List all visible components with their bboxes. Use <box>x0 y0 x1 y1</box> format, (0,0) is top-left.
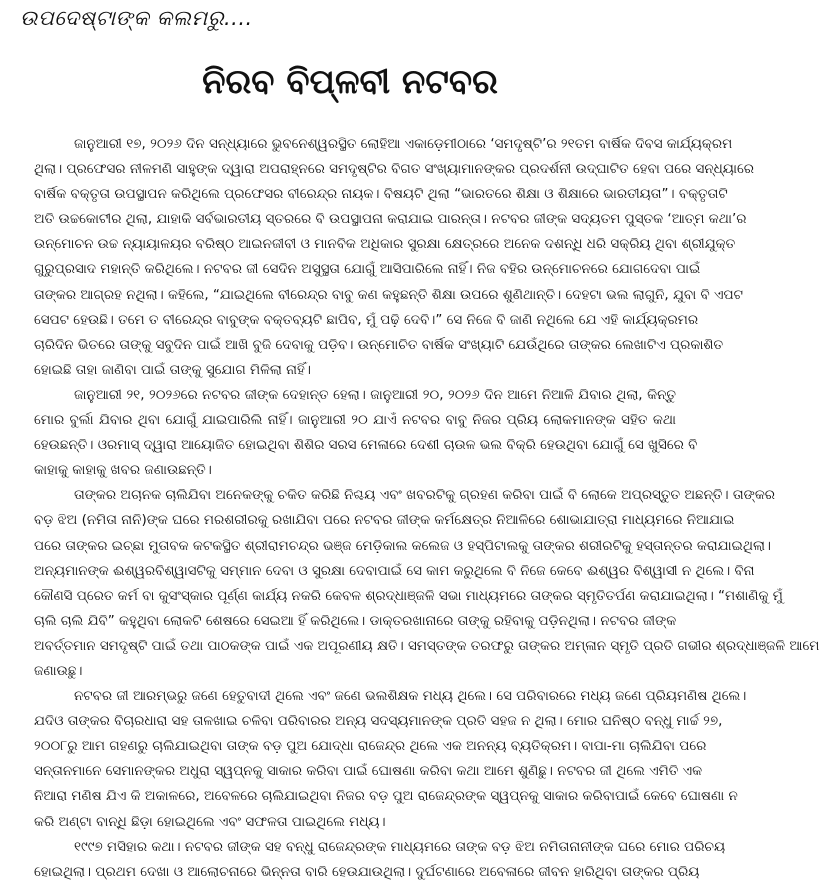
text-line: ଜାନୁଆରୀ ୧୭, ୨୦୨୬ ଦିନ ସନ୍ଧ୍ୟାରେ ଭୁବନେଶ୍ୱରସ୍ଥିତ ଲୋହିଆ ଏକାଡ଼େମୀଠାରେ ‘ସମଦୃଷ୍ଟି’ର ୨୧ତମ ବାର୍ଷିକ ଦିବସ କାର୍ଯ୍ୟକ୍ରମ <box>74 136 733 152</box>
text-line: ବାର୍ଷିକ ବକ୍ତୃତା ଉପସ୍ଥାପନ କରିଥିଲେ ପ୍ରଫେସର ବୀରେନ୍ଦ୍ର ନାୟକ। ବିଷୟଟି ଥିଲା “ଭାରତରେ ଶିକ୍ଷା ଓ ଶିକ୍ଷାରେ ଭାରତୀୟତା”। ବକ୍ତୃତାଟି <box>34 186 728 203</box>
text-line: ନଟବର ଜୀ ଆରମ୍ଭରୁ ଜଣେ ହେତୁବାଦୀ ଥିଲେ ଏବଂ ଜଣେ ଭଲଶିକ୍ଷକ ମଧ୍ୟ ଥିଲେ। ସେ ପରିବାରରେ ମଧ୍ୟ ଜଣେ ପ୍ରିୟମଣିଷ ଥିଲେ। <box>74 688 747 705</box>
text-line: ହୋଇଛି ତାହା ଜାଣିବା ପାଇଁ ତାଙ୍କୁ ସୁଯୋଗ ମିଳିଲା ନାହିଁ। <box>34 361 311 378</box>
text-line: ସନ୍ତାନମାନେ ସେମାନଙ୍କର ଅଧୁରା ସ୍ୱପ୍ନକୁ ସାକାର କରିବା ପାଇଁ ଘୋଷଣା କରିବା କଥା ଆମେ ଶୁଣିଛୁ। ନଟବର ଜୀ ଥିଲେ ଏମିତି ଏକ <box>34 763 703 780</box>
text-line: ଅନ୍ୟମାନଙ୍କ ଈଶ୍ୱରବିଶ୍ୱାସଟିକୁ ସମ୍ମାନ ଦେବା ଓ ସୁରକ୍ଷା ଦେବାପାଇଁ ସେ କାମ କରୁଥିଲେ ବି ନିଜେ କେବେ ଈଶ୍ୱର ବିଶ୍ୱାସୀ ନ ଥିଲେ। ବିନା <box>34 562 755 579</box>
text-line: ଥିଲା। ପ୍ରଫେସର ନୀଳମଣି ସାହୁଙ୍କ ଦ୍ୱାରା ଅପରାହ୍ନରେ ସମଦୃଷ୍ଟିର ବିଗତ ସଂଖ୍ୟାମାନଙ୍କର ପ୍ରଦର୍ଶନୀ ଉଦ୍‌ଘାଟିତ ହେବା ପରେ ସନ୍ଧ୍ୟାରେ <box>34 161 754 178</box>
text-line: ବଡ଼ ଝିଅ (ନମିତା ନାନି)ଙ୍କ ଘରେ ମରଶରୀରକୁ ରଖାଯିବା ପରେ ନଟବର ଜୀଙ୍କ କର୍ମକ୍ଷେତ୍ର ନିଆଳିରେ ଶୋଭାଯାତ୍ରା ମାଧ୍ୟମରେ ନିଆଯାଇ <box>34 512 735 529</box>
text-line: ଯଦିଓ ତାଙ୍କର ବିଚାରଧାରା ସହ ତାଳଖାଇ ଚଳିବା ପରିବାରର ଅନ୍ୟ ସଦସ୍ୟମାନଙ୍କ ପ୍ରତି ସହଜ ନ ଥିଲା। ମୋର ଘନିଷ୍ଠ ବନ୍ଧୁ ମାର୍ଚ୍ଚ ୨୭, <box>34 713 723 730</box>
text-line: ଚାରିଦିନ ଭିତରେ ତାଙ୍କୁ ସବୁଦିନ ପାଇଁ ଆଖି ବୁଜି ଦେବାକୁ ପଡ଼ିବ। ଉନ୍ମୋଚିତ ବାର୍ଷିକ ସଂଖ୍ୟାଟି ଯେଉଁଥିରେ ତାଙ୍କର ଲେଖାଟିଏ ପ୍ରକାଶିତ <box>34 336 724 353</box>
text-line: ଜାନୁଆରୀ ୨୧, ୨୦୨୬ରେ ନଟବର ଜୀଙ୍କ ଦେହାନ୍ତ ହେଲା। ଜାନୁଆରୀ ୨୦, ୨୦୨୬ ଦିନ ଆମେ ନିଆଳି ଯିବାର ଥିଲା, କିନ୍ତୁ <box>74 386 676 403</box>
column-kicker: ଉପଦେଷ୍ଟାଙ୍କ କଲମରୁ.... <box>20 6 253 30</box>
text-line: ୧୯୯୭ ମସିହାର କଥା। ନଟବର ଜୀଙ୍କ ସହ ବନ୍ଧୁ ରାଜେନ୍ଦ୍ରଙ୍କ ମାଧ୍ୟମରେ ତାଙ୍କ ବଡ଼ ଝିଅ ନମିତାନାନୀଙ୍କ ଘରେ ମୋର ପରିଚୟ <box>74 838 726 855</box>
text-line: ପରେ ତାଙ୍କର ଇଚ୍ଛା ମୁତାବକ କଟକସ୍ଥିତ ଶ୍ରୀରାମଚନ୍ଦ୍ର ଭଞ୍ଜ ମେଡ଼ିକାଲ କଲେଜ ଓ ହସ୍ପିଟାଲକୁ ତାଙ୍କର ଶରୀରଟିକୁ ହସ୍ତାନ୍ତର କରାଯାଇଥିଲା। <box>34 537 772 554</box>
article-title: ନିରବ ବିପ୍ଳବୀ ନଟବର <box>202 62 498 102</box>
text-line: ଚାଲି ଚାଲି ଯିବି” କହୁଥିବା ଲୋକଟି ଶେଷରେ ସେଇଆ ହିଁ କରିଥିଲେ। ଡାକ୍ତରଖାନାରେ ତାଙ୍କୁ ରହିବାକୁ ପଡ଼ିନଥିଲା। ନଟବର ଜୀଙ୍କ <box>34 612 677 629</box>
text-line: ଗୁରୁପ୍ରସାଦ ମହାନ୍ତି କରିଥିଲେ। ନଟବର ଜୀ ସେଦିନ ଅସୁସ୍ଥତା ଯୋଗୁଁ ଆସିପାରିଲେ ନାହିଁ। ନିଜ ବହିର ଉନ୍ମୋଚନରେ ଯୋଗଦେବା ପାଇଁ <box>34 261 701 278</box>
paragraph <box>34 383 698 483</box>
text-line: ମୋର ବୁର୍ଲା ଯିବାର ଥିବା ଯୋଗୁଁ ଯାଇପାରିଲି ନାହିଁ। ଜାନୁଆରୀ ୨୦ ଯାଏଁ ନଟବର ବାବୁ ନିଜର ପ୍ରିୟ ଲୋକମାନଙ୍କ ସହିତ କଥା <box>34 412 676 429</box>
text-line: ଅବର୍ତ୍ତମାନ ସମଦୃଷ୍ଟି ପାଇଁ ତଥା ପାଠକଙ୍କ ପାଇଁ ଏକ ଅପୂରଣୀୟ କ୍ଷତି। ସମସ୍ତଙ୍କ ତରଫରୁ ତାଙ୍କର ଅମ୍ଳାନ ସ୍ମୃତି ପ୍ରତି ଗଭୀର ଶ୍ରଦ୍ଧାଞ୍ଜଳି ଆମେ <box>34 637 819 654</box>
text-line: ଉନ୍ମୋଚନ ଉଚ୍ଚ ନ୍ୟାୟାଳୟର ବରିଷ୍ଠ ଆଇନଜୀବୀ ଓ ମାନବିକ ଅଧିକାର ସୁରକ୍ଷା କ୍ଷେତ୍ରରେ ଅନେକ ଦଶନ୍ଧି ଧରି ସକ୍ରିୟ ଥିବା ଶ୍ରୀଯୁକ୍ତ <box>34 236 736 253</box>
article-body <box>34 132 819 885</box>
text-line: ତାଙ୍କର ଅଚାନକ ଚାଲିଯିବା ଅନେକଙ୍କୁ ଚକିତ କରିଛି ନିଶ୍ଚୟ ଏବଂ ଖବରଟିକୁ ଗ୍ରହଣ କରିବା ପାଇଁ ବି ଲୋକେ ଅପ୍ରସ୍ତୁତ ଅଛନ୍ତି। ତାଙ୍କର <box>74 487 776 504</box>
text-line: ତାଙ୍କର ଆଗ୍ରହ ନଥିଲା। କହିଲେ, “ଯାଇଥିଲେ ବୀରେନ୍ଦ୍ର ବାବୁ କଣ କହୁଛନ୍ତି ଶିକ୍ଷା ଉପରେ ଶୁଣିଥାନ୍ତି। ଦେହଟା ଭଲ ଲାଗୁନି, ଯୁବା ବି ଏପଟ <box>34 286 743 303</box>
text-line: ନିଆରା ମଣିଷ ଯିଏ କି ଅକାଳରେ, ଅବେଳରେ ଚାଲିଯାଇଥିବା ନିଜର ବଡ଼ ପୁଅ ରାଜେନ୍ଦ୍ରଙ୍କ ସ୍ୱପ୍ନକୁ ସାକାର କରିବାପାଇଁ କେବେ ଘୋଷଣା ନ <box>34 788 738 805</box>
text-line: ୨୦୦୮ରୁ ଆମ ଗହଣରୁ ଚାଲିଯାଇଥିବା ତାଙ୍କ ବଡ଼ ପୁଅ ଯୋଦ୍ଧା ରାଜେନ୍ଦ୍ର ଥିଲେ ଏକ ଅନନ୍ୟ ବ୍ୟତିକ୍ରମ। ବାପା-ମା ଚାଲିଯିବା ପରେ <box>34 738 707 755</box>
paragraph <box>34 132 754 383</box>
text-line: ସେପଟ ହେଉଛି। ତମେ ତ ବୀରେନ୍ଦ୍ର ବାବୁଙ୍କ ବକ୍ତବ୍ୟଟି ଛାପିବ, ମୁଁ ପଢ଼ି ଦେବି।” ସେ ନିଜେ ବି ଜାଣି ନଥିଲେ ଯେ ଏହି କାର୍ଯ୍ୟକ୍ରମର <box>34 311 699 328</box>
text-line: ଜଣାଉଛୁ। <box>34 662 83 679</box>
paragraph <box>34 483 819 684</box>
paragraph <box>34 835 726 885</box>
paragraph <box>34 684 747 835</box>
text-line: କାହାକୁ କାହାକୁ ଖବର ଜଣାଉଛନ୍ତି। <box>34 462 212 479</box>
text-line: ହେଉଛନ୍ତି। ଓରମାସ୍ ଦ୍ୱାରା ଆୟୋଜିତ ହୋଇଥିବା ଶିଶିର ସରସ ମେଳାରେ ଦେଶୀ ଚାଉଳ ଭଲ ବିକ୍ରି ହେଉଥିବା ଯୋଗୁଁ ସେ ଖୁସିରେ ବି <box>34 437 698 454</box>
text-line: ହୋଇଥିଲା। ପ୍ରଥମ ଦେଖା ଓ ଆଲୋଚନାରେ ଭିନ୍ନତା ବାରି ହେଉଯାଉଥିଲା। ଦୁର୍ଘଟଣାରେ ଅବେଳାରେ ଜୀବନ ହାରିଥିବା ତାଙ୍କର ପ୍ରିୟ <box>34 863 700 880</box>
text-line: ଅତି ଉଚ୍ଚକୋଟୀର ଥିଲା, ଯାହାକି ସର୍ବଭାରତୀୟ ସ୍ତରରେ ବି ଉପସ୍ଥାପନା କରାଯାଇ ପାରନ୍ତା। ନଟବର ଜୀଙ୍କ ସଦ୍ୟତମ ପୁସ୍ତକ ‘ଆତ୍ମ କଥା’ର <box>34 211 747 228</box>
text-line: କରି ଅଣ୍ଟା ବାନ୍ଧି ଛିଡ଼ା ହୋଇଥିଲେ ଏବଂ ସଫଳତା ପାଇଥିଲେ ମଧ୍ୟ। <box>34 813 386 830</box>
text-line: କୌଣସି ପ୍ରେତ କର୍ମ ବା କୁସଂସ୍କାର ପୂର୍ଣ୍ଣ କାର୍ଯ୍ୟ ନକରି କେବଳ ଶ୍ରଦ୍ଧାଞ୍ଜଳି ସଭା ମାଧ୍ୟମରେ ତାଙ୍କର ସ୍ମୃତିତର୍ପଣ କରାଯାଇଥିଲା। “ମଶାଣିକୁ ମୁଁ <box>34 587 783 604</box>
